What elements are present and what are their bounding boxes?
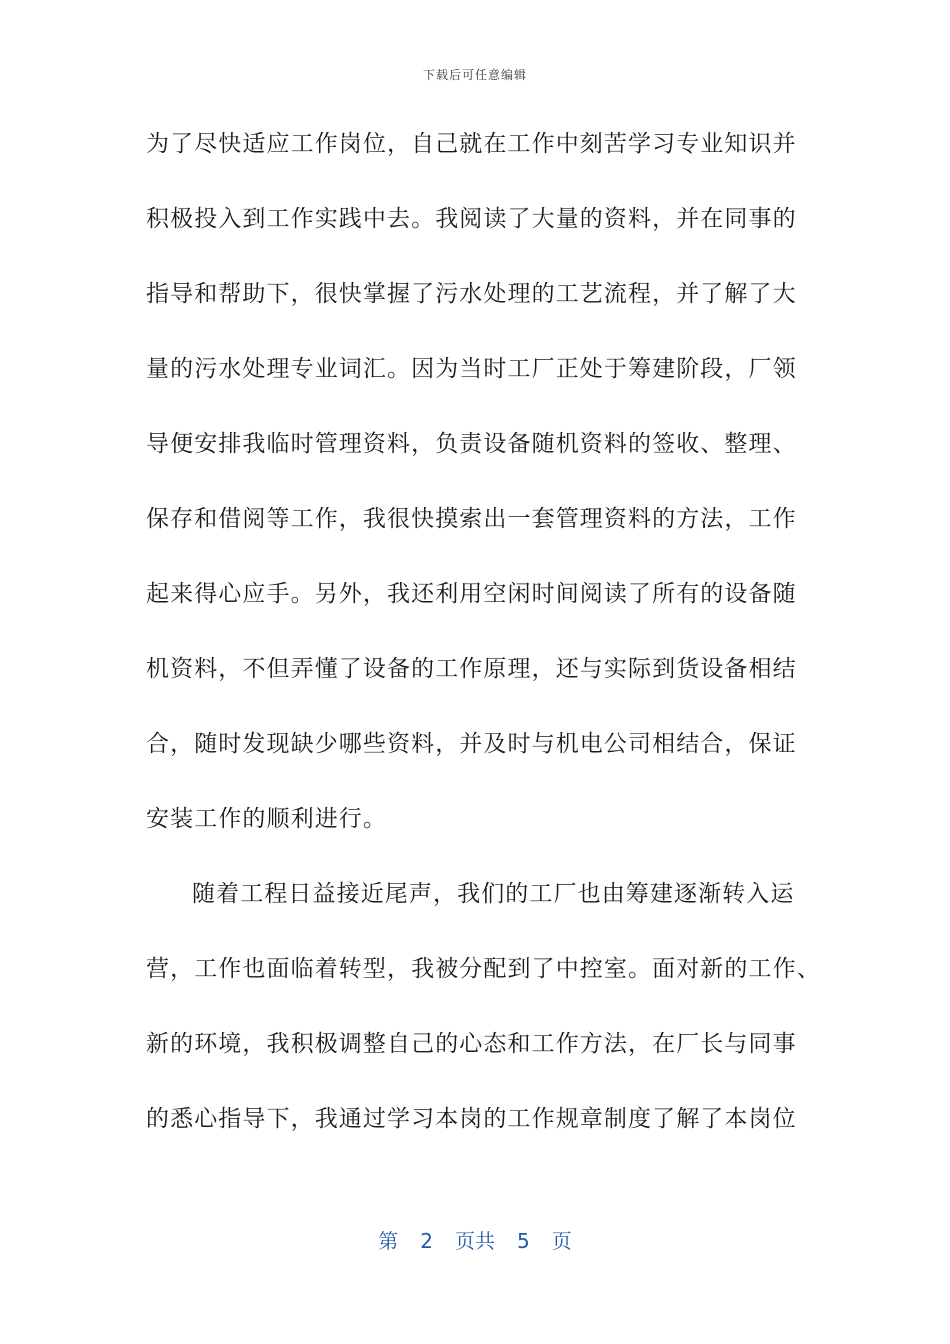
- footer-total-pages: 5: [517, 1229, 530, 1253]
- text-line-6: 保存和借阅等工作，我很快摸索出一套管理资料的方法，工作: [146, 506, 797, 532]
- text-line-4: 量的污水处理专业词汇。因为当时工厂正处于筹建阶段，厂领: [146, 356, 797, 382]
- text-line-7: 起来得心应手。另外，我还利用空闲时间阅读了所有的设备随: [146, 581, 797, 607]
- footer-current-page: 2: [420, 1229, 433, 1253]
- document-body: [146, 126, 821, 1176]
- footer-label-ye-gong: 页共: [455, 1229, 495, 1253]
- text-line-8: 机资料，不但弄懂了设备的工作原理，还与实际到货设备相结: [146, 656, 797, 682]
- page-number-footer: [0, 1225, 950, 1254]
- footer-label-ye: 页: [551, 1229, 572, 1253]
- text-line-9: 合，随时发现缺少哪些资料，并及时与机电公司相结合，保证: [146, 731, 797, 757]
- text-line-11-paragraph-start: 随着工程日益接近尾声，我们的工厂也由筹建逐渐转入运: [192, 881, 795, 907]
- text-line-10: 安装工作的顺利进行。: [146, 806, 387, 832]
- text-line-5: 导便安排我临时管理资料，负责设备随机资料的签收、整理、: [146, 431, 797, 457]
- footer-label-di: 第: [378, 1229, 399, 1253]
- text-line-1: 为了尽快适应工作岗位，自己就在工作中刻苦学习专业知识并: [146, 131, 797, 157]
- text-line-2: 积极投入到工作实践中去。我阅读了大量的资料，并在同事的: [146, 206, 797, 232]
- page-header-note: 下载后可任意编辑: [422, 68, 527, 82]
- text-line-13: 新的环境，我积极调整自己的心态和工作方法，在厂长与同事: [146, 1031, 797, 1057]
- text-line-3: 指导和帮助下，很快掌握了污水处理的工艺流程，并了解了大: [146, 281, 797, 307]
- text-line-12: 营，工作也面临着转型，我被分配到了中控室。面对新的工作、: [146, 956, 821, 982]
- text-line-14: 的悉心指导下，我通过学习本岗的工作规章制度了解了本岗位: [146, 1106, 797, 1132]
